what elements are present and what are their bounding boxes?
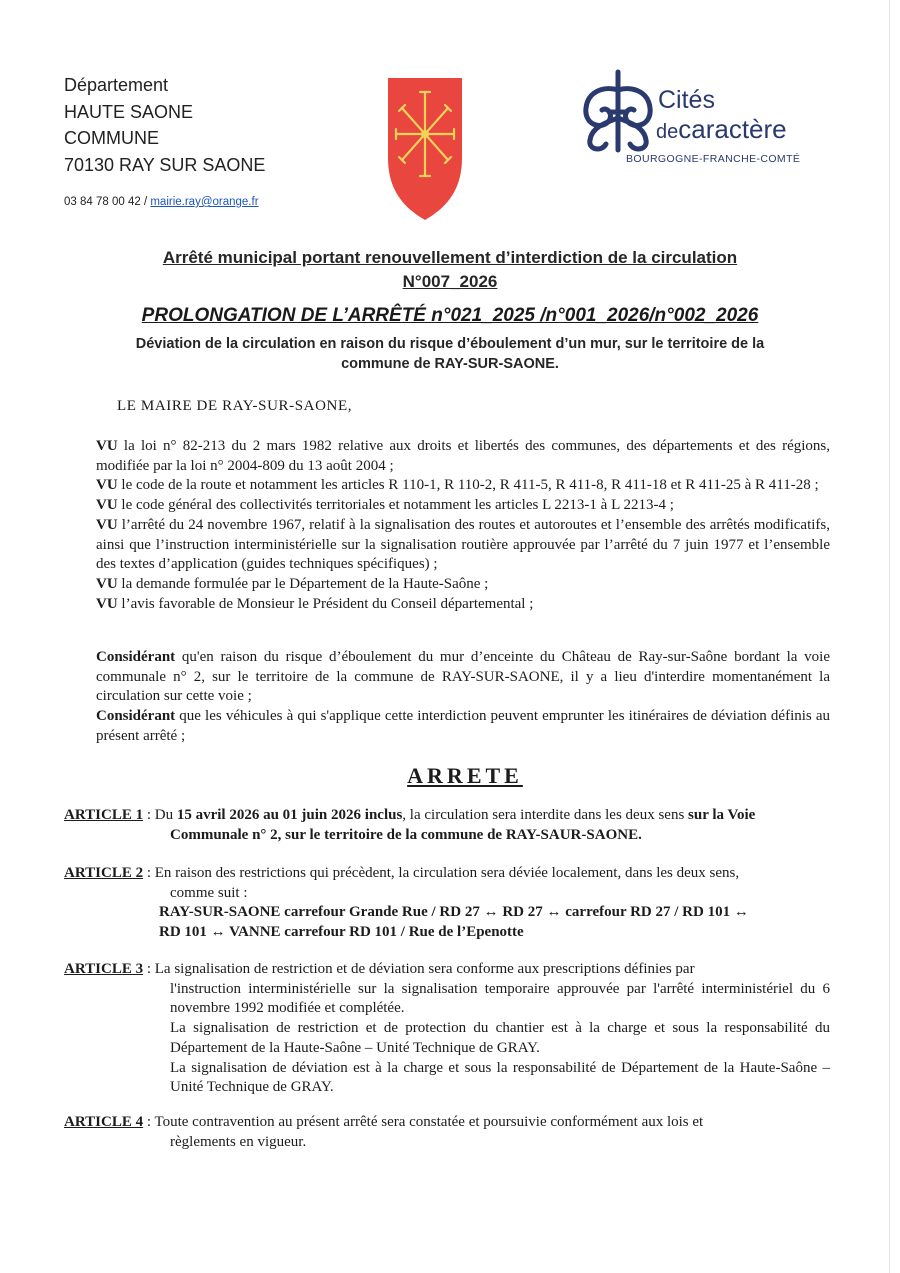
vu-clauses bbox=[96, 437, 830, 614]
document-number bbox=[0, 272, 900, 292]
article-2-line-1: ARTICLE 2 : En raison des restrictions qui précèdent, la circulation sera déviée localement, dans les deux sens, bbox=[64, 865, 740, 881]
article-1 bbox=[64, 806, 830, 845]
prolongation-text: PROLONGATION DE L’ARRÊTÉ n°021_2025 /n°001_2026/n°002_2026 bbox=[141, 305, 759, 326]
logo-subtitle-prefix: de bbox=[656, 121, 679, 143]
title-line-2: N°007_2026 bbox=[402, 272, 498, 291]
article-3-paragraph: La signalisation de déviation est à la charge et sous la responsabilité de Département de la Haute-Saône – Unité Technique de GRAY. bbox=[170, 1059, 830, 1096]
vu-clause: VU l’arrêté du 24 novembre 1967, relatif à la signalisation des routes et autoroutes et l’ensemble des arrêtés modificatifs, ainsi que l’instruction interministérielle sur la signalisation routière approuvée par l’arrêté du 7 juin 1977 et l’ensemble des textes d’application (guides techniques spécifiques) ; bbox=[96, 516, 830, 573]
article-2 bbox=[64, 864, 830, 943]
sender-address bbox=[64, 72, 265, 178]
deviation-route: RAY-SUR-SAONE carrefour Grande Rue / RD 27 ↔ RD 27 ↔ carrefour RD 27 / RD 101 ↔ bbox=[159, 904, 749, 921]
considerant-clause: Considérant qu'en raison du risque d’éboulement du mur d’enceinte du Château de Ray-sur-Saône bordant la voie communale n° 2, sur le territoire de la commune de RAY-SUR-SAONE, il y a lieu d'interdire momentanément la circulation sur cette voie ; bbox=[96, 649, 830, 705]
article-2-line-2: comme suit : bbox=[170, 884, 248, 901]
prolongation-title bbox=[0, 305, 900, 327]
logo-subtitle bbox=[656, 114, 787, 145]
article-label: ARTICLE 4 bbox=[64, 1114, 144, 1130]
vu-clause: VU la loi n° 82-213 du 2 mars 1982 relative aux droits et libertés des communes, des départements et des régions, modifiée par la loi n° 2004-809 du 13 août 2004 ; bbox=[96, 438, 830, 474]
article-4-line-2: règlements en vigueur. bbox=[170, 1133, 307, 1150]
address-line: 70130 RAY SUR SAONE bbox=[64, 154, 266, 175]
page-edge bbox=[889, 0, 890, 1273]
article-3 bbox=[64, 960, 830, 1098]
considerant-clauses bbox=[96, 648, 830, 747]
coat-of-arms-icon bbox=[384, 72, 466, 222]
vu-clause: VU le code général des collectivités territoriales et notamment les articles L 2213-1 à L 2213-4 ; bbox=[96, 497, 674, 514]
article-label: ARTICLE 2 bbox=[64, 865, 144, 881]
vu-clause: VU le code de la route et notamment les articles R 110-1, R 110-2, R 411-5, R 411-8, R 411-18 et R 411-25 à R 411-28 ; bbox=[96, 477, 819, 494]
vu-clause: VU la demande formulée par le Département de la Haute-Saône ; bbox=[96, 575, 489, 592]
article-1-line-2: Communale n° 2, sur le territoire de la commune de RAY-SAUR-SAONE. bbox=[170, 826, 642, 843]
email-link[interactable]: mairie.ray@orange.fr bbox=[150, 196, 259, 208]
contact-separator: / bbox=[140, 196, 151, 208]
title-line-1: Arrêté municipal portant renouvellement d’interdiction de la circulation bbox=[162, 248, 738, 267]
maire-heading: LE MAIRE DE RAY-SUR-SAONE, bbox=[117, 398, 353, 414]
article-label: ARTICLE 1 bbox=[64, 807, 144, 823]
article-3-paragraph: La signalisation de restriction et de protection du chantier est à la charge et sous la responsabilité du Département de la Haute-Saône – Unité Technique de GRAY. bbox=[170, 1020, 830, 1056]
cites-de-caractere-logo bbox=[578, 68, 828, 172]
logo-region: BOURGOGNE-FRANCHE-COMTÉ bbox=[626, 153, 801, 165]
address-line: Département bbox=[64, 75, 169, 95]
address-line: HAUTE SAONE bbox=[64, 101, 194, 122]
arrete-heading: ARRETE bbox=[407, 763, 523, 788]
logo-subtitle-word: caractère bbox=[678, 114, 787, 144]
fleur-de-lys-icon bbox=[578, 68, 658, 154]
article-3-line-1: ARTICLE 3 : La signalisation de restriction et de déviation sera conforme aux prescriptions définies par bbox=[64, 961, 695, 977]
article-1-line-1: ARTICLE 1 : Du 15 avril 2026 au 01 juin 2026 inclus, la circulation sera interdite dans les deux sens sur la Voie bbox=[64, 807, 756, 823]
considerant-clause: Considérant que les véhicules à qui s'applique cette interdiction peuvent emprunter les itinéraires de déviation définis au présent arrêté ; bbox=[96, 708, 830, 744]
article-4-line-1: ARTICLE 4 : Toute contravention au présent arrêté sera constatée et poursuivie conformément aux lois et bbox=[64, 1114, 704, 1130]
vu-clause: VU l’avis favorable de Monsieur le Président du Conseil départemental ; bbox=[96, 595, 534, 612]
deviation-route: RD 101 ↔ VANNE carrefour RD 101 / Rue de l’Epenotte bbox=[159, 924, 524, 941]
article-4 bbox=[64, 1113, 830, 1152]
subtitle-line-1: Déviation de la circulation en raison du risque d’éboulement d’un mur, sur le territoire de la bbox=[135, 336, 765, 352]
phone-number: 03 84 78 00 42 bbox=[64, 196, 141, 208]
contact-line bbox=[64, 196, 259, 208]
logo-title: Cités bbox=[658, 86, 715, 114]
article-3-paragraph: l'instruction interministérielle sur la signalisation temporaire approuvée par l'arrêté interministériel du 6 novembre 1992 modifiée et complétée. bbox=[170, 980, 830, 1017]
address-line: COMMUNE bbox=[64, 128, 159, 148]
document-title bbox=[0, 248, 900, 268]
subtitle-line-2: commune de RAY-SUR-SAONE. bbox=[341, 356, 559, 372]
article-label: ARTICLE 3 bbox=[64, 961, 144, 977]
